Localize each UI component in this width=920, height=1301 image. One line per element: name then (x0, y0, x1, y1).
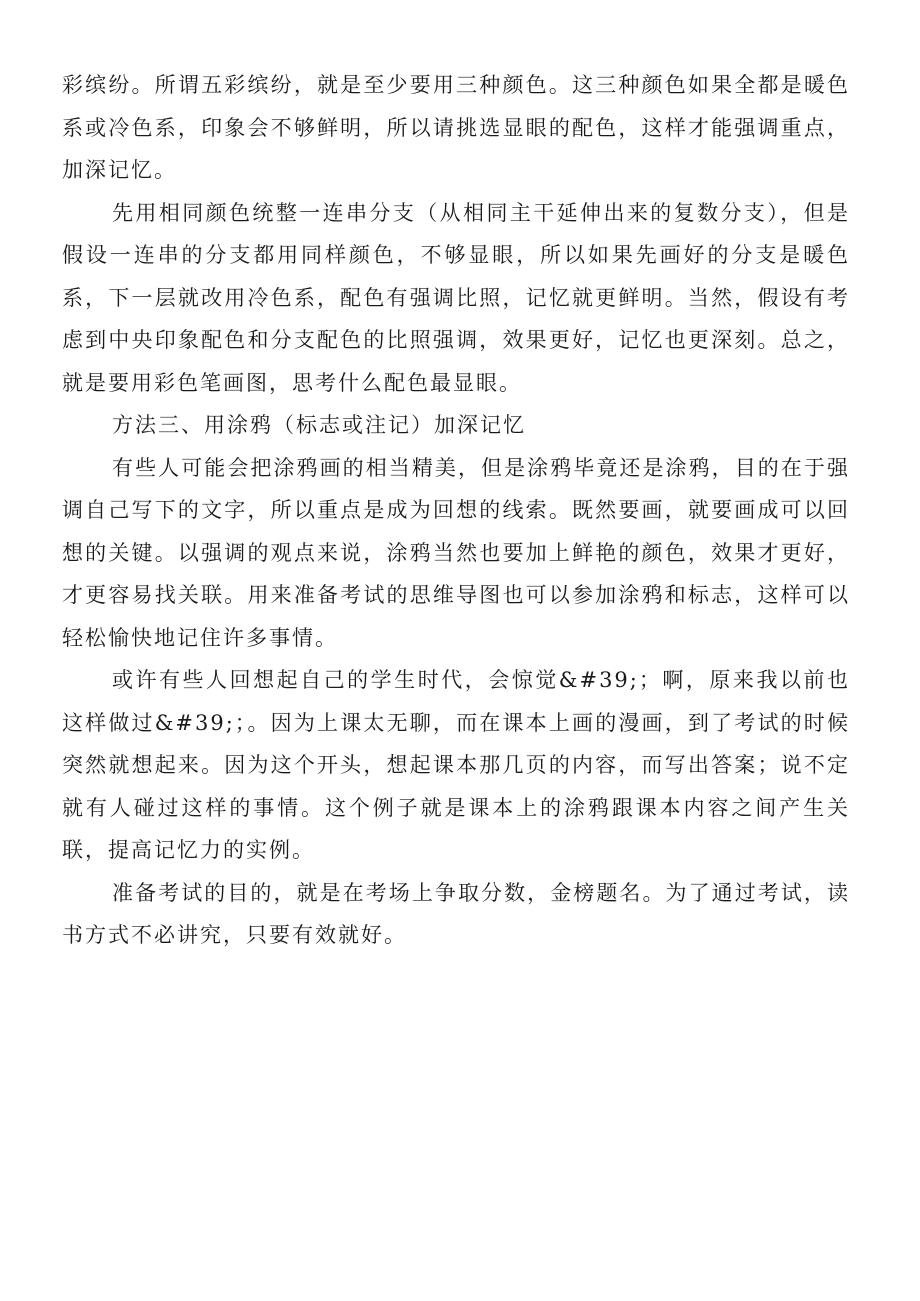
paragraph-student-days: 或许有些人回想起自己的学生时代，会惊觉&#39;；啊，原来我以前也这样做过&#39;；。因为上课太无聊，而在课本上画的漫画，到了考试的时候突然就想起来。因为这个开头，想起课本那几页的内容，而写出答案；说不定就有人碰过这样的事情。这个例子就是课本上的涂鸦跟课本内容之间产生关联，提高记忆力的实例。 (62, 668, 850, 862)
document-body (62, 64, 850, 957)
paragraph-exam-purpose: 准备考试的目的，就是在考场上争取分数，金榜题名。为了通过考试，读书方式不必讲究，只要有效就好。 (62, 880, 850, 947)
section-heading-method-three: 方法三、用涂鸦（标志或注记）加深记忆 (112, 413, 526, 437)
paragraph-doodles: 有些人可能会把涂鸦画的相当精美，但是涂鸦毕竟还是涂鸦，目的在于强调自己写下的文字，所以重点是成为回想的线索。既然要画，就要画成可以回想的关键。以强调的观点来说，涂鸦当然也要加上鲜艳的颜色，效果才更好，才更容易找关联。用来准备考试的思维导图也可以参加涂鸦和标志，这样可以轻松愉快地记住许多事情。 (62, 455, 850, 650)
paragraph-branch-colors: 先用相同颜色统整一连串分支（从相同主干延伸出来的复数分支），但是假设一连串的分支都用同样颜色，不够显眼，所以如果先画好的分支是暖色系，下一层就改用冷色系，配色有强调比照，记忆就更鲜明。当然，假设有考虑到中央印象配色和分支配色的比照强调，效果更好，记忆也更深刻。总之，就是要用彩色笔画图，思考什么配色最显眼。 (62, 200, 850, 395)
paragraph-color-scheme: 彩缤纷。所谓五彩缤纷，就是至少要用三种颜色。这三种颜色如果全都是暖色系或冷色系，印象会不够鲜明，所以请挑选显眼的配色，这样才能强调重点，加深记忆。 (62, 73, 850, 182)
